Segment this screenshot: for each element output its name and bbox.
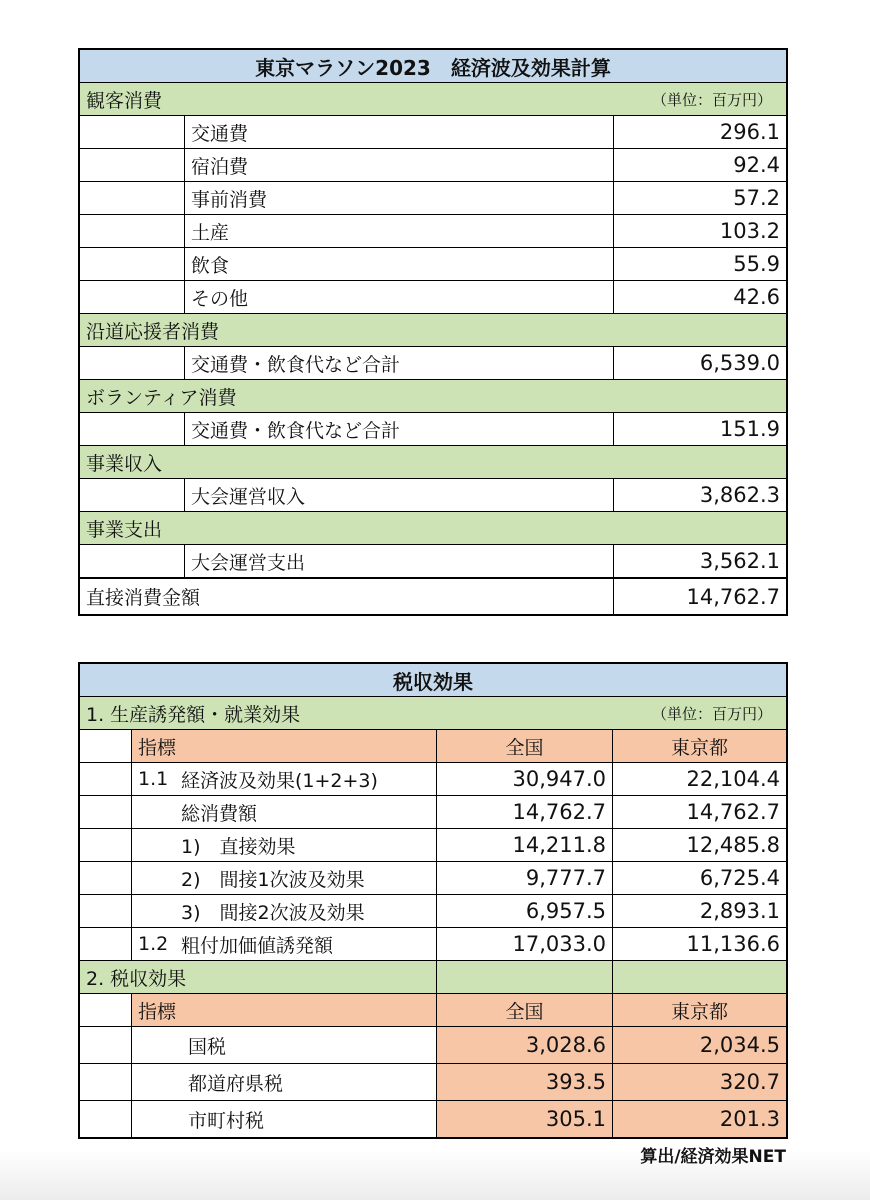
table-row [80, 795, 786, 828]
table-row [80, 1026, 786, 1063]
table-title: 東京マラソン2023 経済波及効果計算 [255, 55, 611, 80]
row-label: 3) 間接2次波及効果 [181, 901, 365, 924]
item-label: 土産 [184, 215, 613, 247]
table-row [80, 1063, 786, 1100]
item-label: 飲食 [184, 248, 613, 280]
table-title: 税収効果 [393, 669, 473, 694]
item-label: 宿泊費 [184, 149, 613, 181]
item-value: 3,562.1 [613, 545, 786, 577]
section-name: 1. 生産誘発額・就業効果 [86, 703, 301, 726]
table-row [80, 148, 786, 181]
national-value: 14,211.8 [436, 829, 612, 861]
row-number: 1.2 [131, 928, 181, 960]
row-number: 1.1 [131, 763, 181, 795]
section-name: 2. 税収効果 [86, 967, 187, 990]
tokyo-value: 2,034.5 [612, 1027, 786, 1063]
national-value: 393.5 [436, 1064, 612, 1100]
economic-effect-table [78, 48, 788, 616]
item-label: 大会運営支出 [184, 545, 613, 577]
section-name: 観客消費 [86, 89, 163, 112]
row-label: 経済波及効果(1+2+3) [181, 769, 378, 792]
item-label: 大会運営収入 [184, 479, 613, 511]
item-label: 交通費・飲食代など合計 [184, 413, 613, 445]
total-label: 直接消費金額 [86, 587, 201, 609]
row-label: 国税 [131, 1027, 436, 1063]
table-row [80, 181, 786, 214]
item-label: その他 [184, 281, 613, 313]
row-label: 粗付加価値誘発額 [181, 934, 334, 957]
tokyo-value: 320.7 [612, 1064, 786, 1100]
item-value: 57.2 [613, 182, 786, 214]
section-header-row [80, 445, 786, 478]
item-value: 42.6 [613, 281, 786, 313]
table-row [80, 247, 786, 280]
source-credit: 算出/経済効果NET [640, 1147, 786, 1167]
item-label: 交通費 [184, 116, 613, 148]
total-row [80, 577, 786, 614]
national-header: 全国 [436, 994, 612, 1026]
table-row [80, 478, 786, 511]
table-title-row [80, 664, 786, 696]
table-row [80, 544, 786, 577]
row-number [131, 829, 181, 861]
row-label: 市町村税 [131, 1101, 436, 1137]
table-title-row [80, 50, 786, 82]
indicator-header: 指標 [131, 994, 436, 1026]
section-name: ボランティア消費 [86, 386, 237, 409]
row-label: 都道府県税 [131, 1064, 436, 1100]
table-row [80, 861, 786, 894]
section-name: 事業支出 [86, 518, 163, 541]
row-number [131, 895, 181, 927]
item-label: 事前消費 [184, 182, 613, 214]
section-name: 事業収入 [86, 452, 163, 475]
tokyo-value: 11,136.6 [612, 928, 786, 960]
section-header-row [80, 313, 786, 346]
table-row [80, 115, 786, 148]
tokyo-value: 6,725.4 [612, 862, 786, 894]
national-value: 17,033.0 [436, 928, 612, 960]
row-label: 2) 間接1次波及効果 [181, 868, 365, 891]
item-value: 6,539.0 [613, 347, 786, 379]
tokyo-value: 201.3 [612, 1101, 786, 1137]
table-row [80, 412, 786, 445]
national-value: 9,777.7 [436, 862, 612, 894]
national-value: 14,762.7 [436, 796, 612, 828]
column-header-row [80, 993, 786, 1026]
tokyo-value: 2,893.1 [612, 895, 786, 927]
tokyo-header: 東京都 [612, 994, 786, 1026]
total-value: 14,762.7 [613, 579, 786, 614]
table-row [80, 280, 786, 313]
unit-label: （単位：百万円） [651, 704, 772, 723]
table-row [80, 346, 786, 379]
section-name: 沿道応援者消費 [86, 320, 220, 343]
tokyo-value: 12,485.8 [612, 829, 786, 861]
item-value: 151.9 [613, 413, 786, 445]
section-header-row [80, 511, 786, 544]
item-value: 92.4 [613, 149, 786, 181]
tokyo-value: 22,104.4 [612, 763, 786, 795]
national-value: 305.1 [436, 1101, 612, 1137]
national-value: 3,028.6 [436, 1027, 612, 1063]
table-row [80, 927, 786, 960]
table-row [80, 762, 786, 795]
tokyo-value: 14,762.7 [612, 796, 786, 828]
item-value: 3,862.3 [613, 479, 786, 511]
item-value: 103.2 [613, 215, 786, 247]
tax-effect-table [78, 662, 788, 1139]
table-row [80, 894, 786, 927]
unit-label: （単位：百万円） [651, 90, 772, 109]
section-header-row [80, 82, 786, 115]
national-value: 6,957.5 [436, 895, 612, 927]
column-header-row [80, 729, 786, 762]
national-value: 30,947.0 [436, 763, 612, 795]
national-header: 全国 [436, 730, 612, 762]
row-label: 1) 直接効果 [181, 835, 296, 858]
tokyo-header: 東京都 [612, 730, 786, 762]
table-row [80, 1100, 786, 1137]
section-header-row [80, 960, 786, 993]
indicator-header: 指標 [131, 730, 436, 762]
table-row [80, 828, 786, 861]
item-value: 55.9 [613, 248, 786, 280]
row-label: 総消費額 [181, 802, 258, 825]
table-row [80, 214, 786, 247]
item-label: 交通費・飲食代など合計 [184, 347, 613, 379]
row-number [131, 862, 181, 894]
section-header-row [80, 379, 786, 412]
section-header-row [80, 696, 786, 729]
row-number [131, 796, 181, 828]
item-value: 296.1 [613, 116, 786, 148]
